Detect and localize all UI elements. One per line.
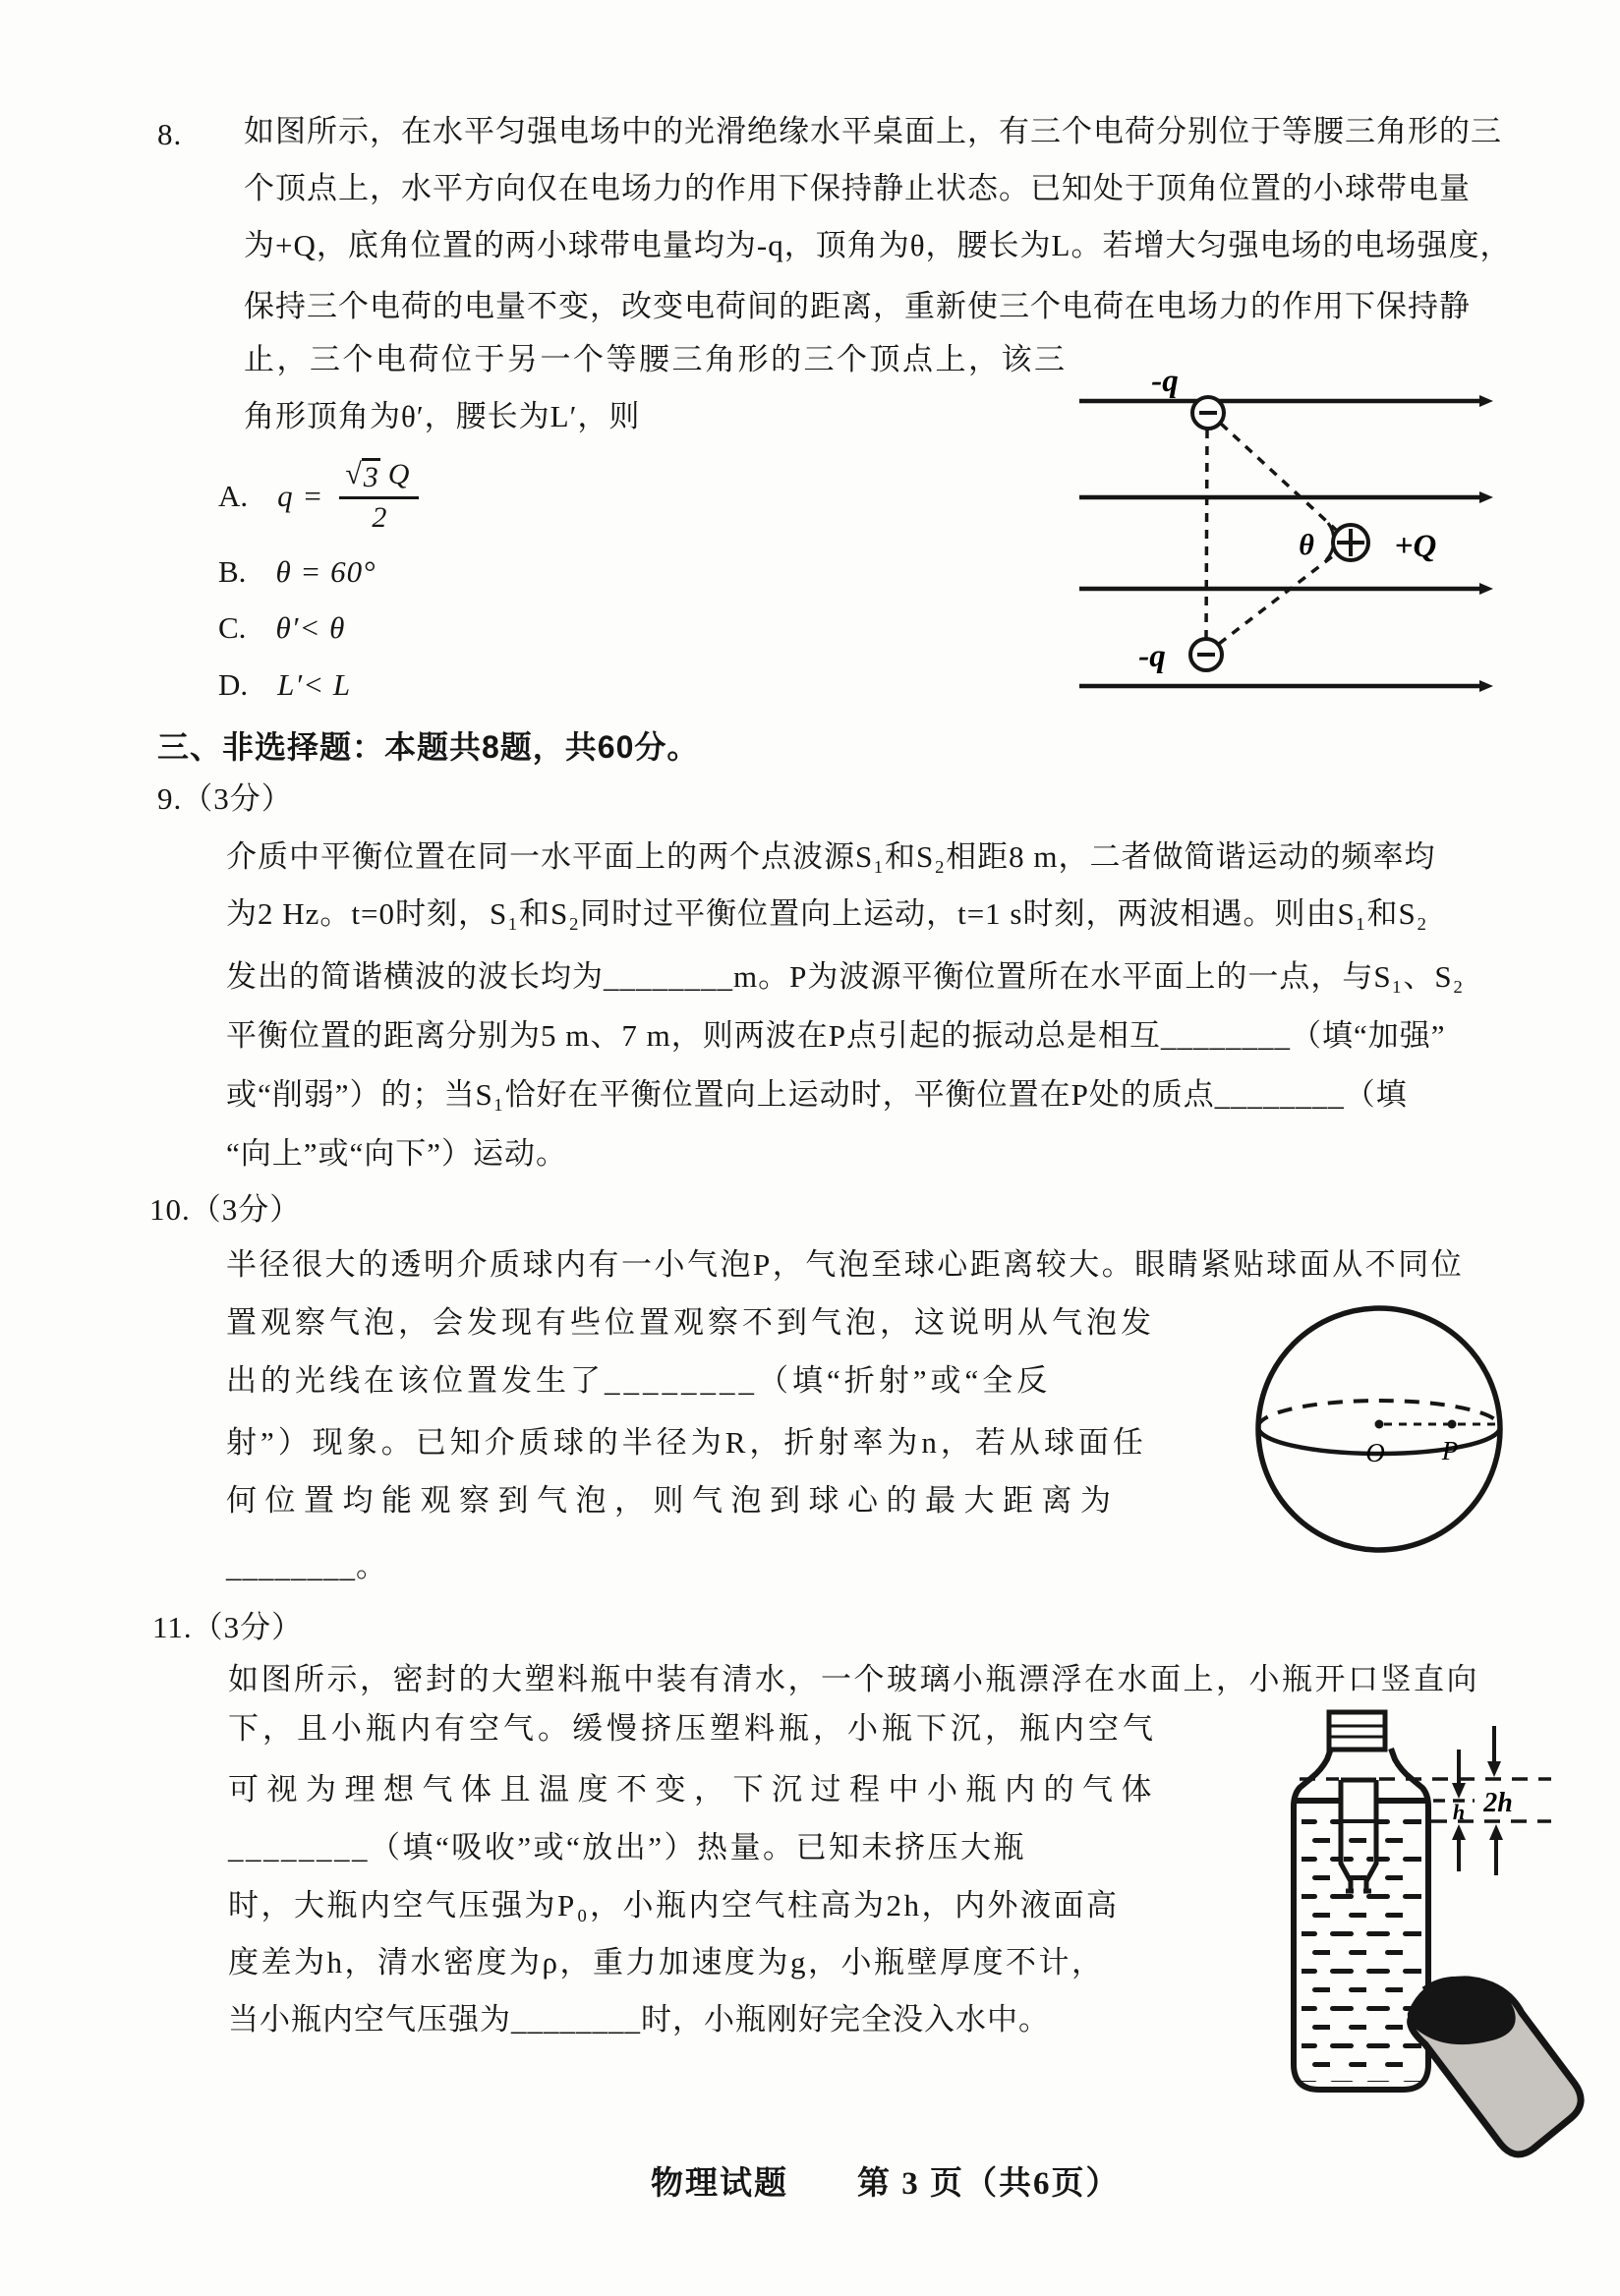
bottom-charge-label: -q bbox=[1138, 639, 1166, 674]
q8-line: 为+Q，底角位置的两小球带电量均为-q，顶角为θ，腰长为L。若增大匀强电场的电场强度， bbox=[244, 228, 1512, 262]
q11-line: 时，大瓶内空气压强为P₀，小瓶内空气柱高为2h，内外液面高 bbox=[228, 1888, 1120, 1923]
option-d bbox=[218, 667, 351, 703]
option-d-expr: L′< L bbox=[277, 667, 352, 702]
option-b-expr: θ = 60° bbox=[275, 554, 376, 589]
option-a bbox=[218, 458, 419, 535]
option-c bbox=[218, 610, 345, 646]
arrow-up-icon bbox=[1489, 1824, 1503, 1840]
angle-label: θ bbox=[1299, 529, 1314, 561]
hand bbox=[1408, 1978, 1581, 2154]
option-a-fraction bbox=[339, 458, 419, 535]
option-a-lhs: q = bbox=[277, 479, 324, 513]
q9-line: 或“削弱”）的；当S₁恰好在平衡位置向上运动时，平衡位置在P处的质点________（填 bbox=[226, 1077, 1408, 1112]
option-b bbox=[218, 554, 376, 590]
level-diff-label: h bbox=[1452, 1800, 1466, 1824]
q9-line: 平衡位置的距离分别为5 m、7 m，则两波在P点引起的振动总是相互________（填“加强” bbox=[226, 1018, 1446, 1053]
air-column-label: 2h bbox=[1483, 1788, 1513, 1818]
bubble-point bbox=[1448, 1420, 1457, 1429]
q9-line: 为2 Hz。t=0时刻，S₁和S₂同时过平衡位置向上运动，t=1 s时刻，两波相遇。则由S₁和S₂ bbox=[226, 896, 1428, 931]
q11-line: ________（填“吸收”或“放出”）热量。已知未挤压大瓶 bbox=[228, 1830, 1027, 1865]
q10-sphere-diagram bbox=[1234, 1292, 1529, 1573]
q11-line: 当小瓶内空气压强为________时，小瓶刚好完全没入水中。 bbox=[228, 2002, 1050, 2037]
q8-field-diagram bbox=[1022, 359, 1573, 703]
numerator-rest: Q bbox=[387, 458, 410, 490]
option-d-label: D. bbox=[218, 667, 249, 702]
center-charge-label: +Q bbox=[1394, 529, 1437, 564]
triangle-side bbox=[1219, 554, 1335, 644]
q8-line: 角形顶角为θ′，腰长为L′，则 bbox=[244, 399, 641, 433]
q9-line: “向上”或“向下”）运动。 bbox=[226, 1136, 568, 1171]
section-heading: 三、非选择题：本题共8题，共60分。 bbox=[157, 729, 700, 765]
q8-line: 如图所示，在水平匀强电场中的光滑绝缘水平桌面上，有三个电荷分别位于等腰三角形的三 bbox=[244, 114, 1502, 148]
q11-line: 可视为理想气体且温度不变，下沉过程中小瓶内的气体 bbox=[228, 1772, 1160, 1807]
q8-line: 个顶点上，水平方向仅在电场力的作用下保持静止状态。已知处于顶角位置的小球带电量 bbox=[244, 171, 1471, 205]
dimension-annotation bbox=[1431, 1726, 1551, 1875]
arrow-down-icon bbox=[1452, 1783, 1466, 1799]
q10-line: 出的光线在该位置发生了________（填“折射”或“全反 bbox=[226, 1363, 1052, 1398]
q11-line: 度差为h，清水密度为ρ，重力加速度为g，小瓶壁厚度不计， bbox=[228, 1945, 1105, 1980]
q10-number: 10.（3分） bbox=[149, 1192, 302, 1227]
bottle-cap bbox=[1329, 1712, 1385, 1750]
triangle-side bbox=[1206, 430, 1207, 638]
triangle-dashed-sides bbox=[1206, 424, 1336, 644]
q8-number: 8. bbox=[157, 117, 183, 151]
q11-bottle-diagram bbox=[1241, 1666, 1585, 2177]
cap-outline bbox=[1329, 1712, 1385, 1750]
bubble-label: P bbox=[1441, 1436, 1459, 1465]
q9-line: 发出的简谐横波的波长均为________m。P为波源平衡位置所在水平面上的一点，与S₁、S₂ bbox=[226, 959, 1465, 994]
q9-number: 9.（3分） bbox=[157, 781, 293, 816]
center-label: O bbox=[1365, 1438, 1385, 1467]
sqrt-symbol: √ bbox=[345, 458, 362, 490]
q11-line: 如图所示，密封的大塑料瓶中装有清水，一个玻璃小瓶漂浮在水面上，小瓶开口竖直向 bbox=[228, 1662, 1479, 1696]
q10-line: 置观察气泡，会发现有些位置观察不到气泡，这说明从气泡发 bbox=[226, 1305, 1155, 1340]
q11-number: 11.（3分） bbox=[152, 1610, 304, 1644]
charges bbox=[1190, 397, 1368, 670]
q9-line: 介质中平衡位置在同一水平面上的两个点波源S₁和S₂相距8 m，二者做简谐运动的频率均 bbox=[226, 839, 1436, 874]
sphere-outline bbox=[1258, 1308, 1500, 1550]
sqrt-radicand: 3 bbox=[362, 458, 380, 494]
q8-line: 止，三个电荷位于另一个等腰三角形的三个顶点上，该三 bbox=[244, 342, 1068, 376]
q10-line: ________。 bbox=[226, 1549, 387, 1583]
top-charge-label: -q bbox=[1151, 364, 1179, 399]
q10-line: 半径很大的透明介质球内有一小气泡P，气泡至球心距离较大。眼睛紧贴球面从不同位 bbox=[226, 1247, 1465, 1282]
option-c-expr: θ′< θ bbox=[275, 610, 346, 645]
q11-line: 下，且小瓶内有空气。缓慢挤压塑料瓶，小瓶下沉，瓶内空气 bbox=[228, 1711, 1157, 1746]
q10-line: 射”）现象。已知介质球的半径为R，折射率为n，若从球面任 bbox=[226, 1425, 1147, 1460]
triangle-side bbox=[1221, 424, 1336, 530]
arrow-down-icon bbox=[1487, 1761, 1501, 1777]
q8-line: 保持三个电荷的电量不变，改变电荷间的距离，重新使三个电荷在电场力的作用下保持静 bbox=[244, 289, 1471, 323]
option-b-label: B. bbox=[218, 554, 247, 589]
page-footer: 物理试题 第 3 页（共6页） bbox=[651, 2166, 1121, 2202]
option-a-label: A. bbox=[218, 479, 249, 513]
arrow-up-icon bbox=[1452, 1824, 1466, 1840]
center-point bbox=[1375, 1420, 1384, 1429]
q10-line: 何位置均能观察到气泡，则气泡到球心的最大距离为 bbox=[226, 1483, 1120, 1518]
denominator: 2 bbox=[372, 501, 387, 534]
option-c-label: C. bbox=[218, 610, 247, 645]
